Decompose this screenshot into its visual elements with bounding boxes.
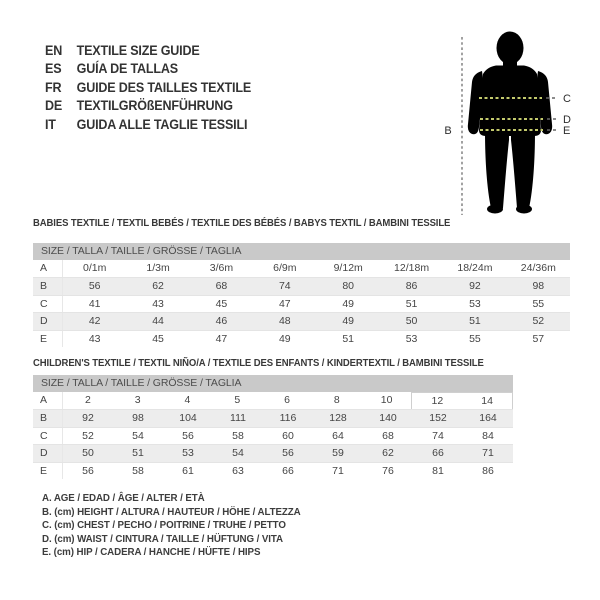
language-row xyxy=(45,60,251,78)
language-guide-title: TEXTILGRÖßENFÜHRUNG xyxy=(76,98,233,114)
row-label: C xyxy=(33,296,63,312)
size-cell: 9/12m xyxy=(333,262,363,274)
row-label: B xyxy=(33,410,63,426)
size-table-row-C xyxy=(33,295,570,312)
chest-marker-label: C xyxy=(563,93,571,105)
size-cell: 55 xyxy=(469,332,481,345)
size-cell: 80 xyxy=(342,280,355,293)
language-row xyxy=(45,79,251,97)
legend-row: E. (cm) HIP / CADERA / HANCHE / HÜFTE / HIPS xyxy=(42,546,261,559)
size-cell: 86 xyxy=(482,464,494,477)
size-cell: 6/9m xyxy=(273,262,297,274)
size-cell: 3 xyxy=(134,394,141,406)
size-cell: 45 xyxy=(215,297,228,310)
size-cell: 10 xyxy=(380,394,393,406)
size-cell: 54 xyxy=(132,429,144,442)
language-code: EN xyxy=(45,43,63,58)
size-cell: 66 xyxy=(432,447,444,460)
size-cell: 48 xyxy=(278,315,291,328)
size-cell: 0/1m xyxy=(83,262,107,274)
size-cell: 51 xyxy=(469,315,481,328)
size-cell: 3/6m xyxy=(209,262,234,274)
size-cell: 92 xyxy=(469,280,481,293)
size-cell: 98 xyxy=(532,280,545,293)
babies-section-title: BABIES TEXTILE / TEXTIL BEBÉS / TEXTILE DES BÉBÉS / BABYS TEXTIL / BAMBINI TESSILE xyxy=(33,218,451,229)
size-cell: 84 xyxy=(482,429,494,442)
size-cell: 54 xyxy=(232,447,244,460)
size-cell: 49 xyxy=(342,297,355,310)
row-label: E xyxy=(33,463,63,479)
children-textile-section xyxy=(33,358,513,479)
size-cell: 61 xyxy=(182,464,194,477)
child-silhouette-figure xyxy=(430,28,600,223)
size-cell: 81 xyxy=(432,464,444,477)
size-cell: 1/3m xyxy=(146,262,170,274)
size-cell: 51 xyxy=(342,332,355,345)
size-cell: 42 xyxy=(88,315,101,328)
size-cell: 2 xyxy=(84,394,91,406)
size-cell: 140 xyxy=(379,412,397,425)
size-cell: 76 xyxy=(382,464,394,477)
size-cell: 92 xyxy=(82,412,94,425)
size-cell: 24/36m xyxy=(520,262,556,274)
size-cell: 57 xyxy=(532,332,545,345)
legend-row: B. (cm) HEIGHT / ALTURA / HAUTEUR / HÖHE / ALTEZZA xyxy=(42,505,301,518)
size-cell: 50 xyxy=(82,447,94,460)
size-table-row-A xyxy=(33,392,513,409)
children-size-table xyxy=(33,392,513,479)
height-marker-label: B xyxy=(444,125,452,137)
size-table-row-D xyxy=(33,312,570,329)
size-cell: 111 xyxy=(230,412,246,425)
size-cell: 44 xyxy=(152,315,164,328)
size-cell: 58 xyxy=(232,429,244,442)
size-cell: 6 xyxy=(284,394,290,406)
size-table-row-A xyxy=(33,260,570,277)
legend-row: C. (cm) CHEST / PECHO / POITRINE / TRUHE / PETTO xyxy=(42,519,286,532)
size-cell: 51 xyxy=(405,297,418,310)
size-cell: 5 xyxy=(234,394,241,406)
size-cell: 66 xyxy=(282,464,294,477)
size-cell: 53 xyxy=(405,332,418,345)
size-cell: 53 xyxy=(469,297,481,310)
size-cell: 47 xyxy=(278,297,291,310)
language-row xyxy=(45,116,251,134)
size-cell: 41 xyxy=(88,297,101,310)
size-cell: 56 xyxy=(182,429,194,442)
size-cell: 50 xyxy=(405,315,418,328)
row-label: D xyxy=(33,445,63,461)
size-cell: 53 xyxy=(182,447,194,460)
size-cell: 74 xyxy=(278,280,291,293)
language-code: FR xyxy=(45,79,62,95)
language-code: IT xyxy=(45,116,56,132)
size-cell: 56 xyxy=(88,280,101,293)
language-code: DE xyxy=(45,98,63,114)
language-list xyxy=(45,42,251,134)
size-cell: 55 xyxy=(532,297,545,310)
row-label: C xyxy=(33,428,63,444)
row-label: A xyxy=(33,392,63,409)
size-cell: 46 xyxy=(215,315,228,328)
size-cell: 14 xyxy=(462,392,513,409)
size-cell: 116 xyxy=(279,412,297,425)
size-cell: 74 xyxy=(432,429,444,442)
size-cell: 62 xyxy=(382,447,394,460)
size-table-row-E xyxy=(33,330,570,347)
size-cell: 98 xyxy=(132,412,144,425)
size-cell: 58 xyxy=(132,464,144,477)
babies-size-header: SIZE / TALLA / TAILLE / GRÖSSE / TAGLIA xyxy=(33,243,570,260)
size-cell: 68 xyxy=(215,280,228,293)
row-label: B xyxy=(33,278,63,294)
size-cell: 49 xyxy=(278,332,291,345)
language-guide-title: GUIDE DES TAILLES TEXTILE xyxy=(76,79,252,95)
size-cell: 43 xyxy=(88,332,101,345)
size-cell: 71 xyxy=(482,447,494,460)
size-cell: 56 xyxy=(82,464,94,477)
row-label: D xyxy=(33,313,63,329)
language-guide-title: GUIDA ALLE TAGLIE TESSILI xyxy=(76,116,248,132)
children-size-header: SIZE / TALLA / TAILLE / GRÖSSE / TAGLIA xyxy=(33,375,513,392)
silhouette-body xyxy=(468,32,552,214)
size-cell: 47 xyxy=(215,332,228,345)
size-table-row-B xyxy=(33,409,513,426)
babies-textile-section xyxy=(33,218,570,347)
size-cell: 52 xyxy=(532,315,545,328)
row-label: A xyxy=(33,260,63,277)
size-cell: 60 xyxy=(282,429,294,442)
row-label: E xyxy=(33,331,63,347)
size-cell: 18/24m xyxy=(457,262,493,274)
size-cell: 51 xyxy=(132,447,144,460)
size-cell: 63 xyxy=(232,464,244,477)
size-cell: 128 xyxy=(329,412,347,425)
size-cell: 8 xyxy=(333,394,340,406)
size-cell: 56 xyxy=(282,447,294,460)
size-cell: 68 xyxy=(382,429,394,442)
waist-marker-label: D xyxy=(563,114,571,126)
language-row xyxy=(45,97,251,115)
babies-size-table xyxy=(33,260,570,347)
size-cell: 12 xyxy=(411,392,462,409)
size-cell: 104 xyxy=(179,412,197,425)
hip-marker-label: E xyxy=(563,125,571,137)
measurement-legend xyxy=(42,492,301,560)
legend-row: D. (cm) WAIST / CINTURA / TAILLE / HÜFTUNG / VITA xyxy=(42,532,284,545)
size-cell: 64 xyxy=(332,429,344,442)
size-cell: 52 xyxy=(82,429,94,442)
size-table-row-E xyxy=(33,462,513,479)
size-cell: 45 xyxy=(152,332,164,345)
size-cell: 62 xyxy=(152,280,164,293)
legend-row: A. AGE / EDAD / ÂGE / ALTER / ETÀ xyxy=(42,492,205,504)
language-code: ES xyxy=(45,61,62,77)
language-guide-title: TEXTILE SIZE GUIDE xyxy=(76,43,200,58)
language-row xyxy=(45,42,251,60)
size-cell: 86 xyxy=(405,280,418,293)
size-cell: 164 xyxy=(479,412,497,425)
size-cell: 152 xyxy=(429,412,447,425)
size-cell: 71 xyxy=(332,464,344,477)
size-table-row-C xyxy=(33,427,513,444)
language-guide-title: GUÍA DE TALLAS xyxy=(76,61,178,77)
children-section-title: CHILDREN'S TEXTILE / TEXTIL NIÑO/A / TEXTILE DES ENFANTS / KINDERTEXTIL / BAMBINI TESSILE xyxy=(33,358,484,369)
size-cell: 59 xyxy=(332,447,344,460)
size-cell: 12/18m xyxy=(394,262,430,274)
size-table-row-D xyxy=(33,444,513,461)
size-cell: 49 xyxy=(342,315,355,328)
size-cell: 43 xyxy=(152,297,164,310)
size-cell: 4 xyxy=(184,394,191,406)
size-table-row-B xyxy=(33,277,570,294)
